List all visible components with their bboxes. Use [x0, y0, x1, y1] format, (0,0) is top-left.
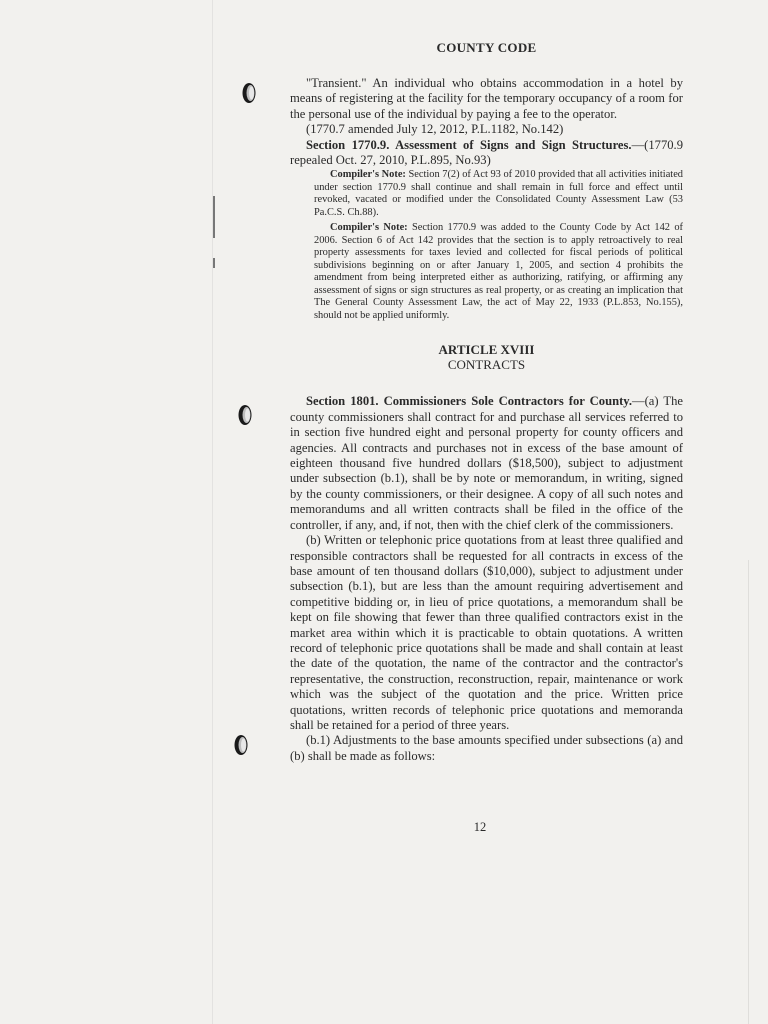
compilers-note — [314, 222, 683, 322]
compilers-note — [314, 169, 683, 219]
section-text: —(1770.9 repealed Oct. 27, 2010, P.L.895, No.93) — [290, 137, 683, 168]
page-number: 12 — [473, 820, 487, 834]
section-text: —(a) The county commissioners shall contract for and purchase all services referred to in section five hundred eight and personal property for county officers and agencies. All contracts and purchases not in excess of the base amount of eighteen thousand five hundred dollars ($18,500), subject to adjustment under subsection (b.1), shall be by note or memorandum, in writing, signed by the county commissioners, or their designee. A copy of all such notes and memorandums and all written contracts shall be filed in the office of the controller, if any, and, if not, then with the chief clerk of the commissioners. — [290, 394, 683, 532]
page-body — [290, 40, 683, 764]
note-text: Section 1770.9 was added to the County Code by Act 142 of 2006. Section 6 of Act 142 provides that the section is to apply retroactively to real property assessments for taxes levied and collected for fiscal periods of political subdivisions beginning on or after January 1, 2005, and section 4 prohibits the amendment from being interpreted either as authorizing, ratifying, or affirming any assessment of signs or sign structures as real property, or as creating an implication that The General County Assessment Law, the act of May 22, 1933 (P.L.853, No.155), should not be applied uniformly. — [314, 222, 683, 321]
section-heading: Section 1770.9. Assessment of Signs and Sign Structures. — [306, 137, 632, 152]
margin-mark — [213, 258, 215, 268]
punch-hole-icon — [240, 82, 256, 104]
scan-page-edge — [212, 0, 213, 1024]
section-1801-para-b1: (b.1) Adjustments to the base amounts specified under subsections (a) and (b) shall be made as follows: — [290, 733, 683, 763]
punch-hole-icon — [232, 734, 248, 756]
section-1770-9 — [290, 138, 683, 169]
section-1801-para-a — [290, 394, 683, 533]
article-heading — [290, 342, 683, 372]
definition-transient: "Transient." An individual who obtains accommodation in a hotel by means of registering at the facility for the temporary occupancy of a room for the personal use of the individual by paying a fee to the operator. — [290, 76, 683, 121]
margin-mark — [213, 196, 215, 238]
article-title: ARTICLE XVIII — [438, 342, 535, 358]
note-text: Section 7(2) of Act 93 of 2010 provided that all activities initiated under section 1770.9 shall continue and shall remain in full force and effect until revoked, vacated or modified under the Consolidated County Assessment Law (53 Pa.C.S. Ch.88). — [314, 169, 683, 218]
section-1801-para-b: (b) Written or telephonic price quotations from at least three qualified and responsible contractors shall be requested for all contracts in excess of the base amount of ten thousand dollars ($10,000), subject to adjustment under subsection (b.1), but are less than the amount requiring advertisement and competitive bidding or, in lieu of price quotations, a memorandum shall be kept on file showing that fewer than three qualified contractors exist in the market area within which it is practicable to obtain quotations. A written record of telephonic price quotations shall be made and shall contain at least the date of the quotation, the name of the contractor and the contractor's representative, the construction, reconstruction, repair, maintenance or work which was the subject of the quotation and the price. Written price quotations, written records of telephonic price quotations and memoranda shall be retained for a period of three years. — [290, 533, 683, 732]
amendment-note: (1770.7 amended July 12, 2012, P.L.1182, No.142) — [306, 122, 564, 137]
note-label: Compiler's Note: — [330, 222, 408, 234]
running-header: COUNTY CODE — [436, 40, 537, 55]
note-label: Compiler's Note: — [330, 169, 406, 181]
section-heading: Section 1801. Commissioners Sole Contractors for County. — [306, 394, 633, 409]
punch-hole-icon — [236, 404, 252, 426]
article-subtitle: CONTRACTS — [447, 357, 526, 373]
scan-page-edge — [748, 560, 749, 1024]
